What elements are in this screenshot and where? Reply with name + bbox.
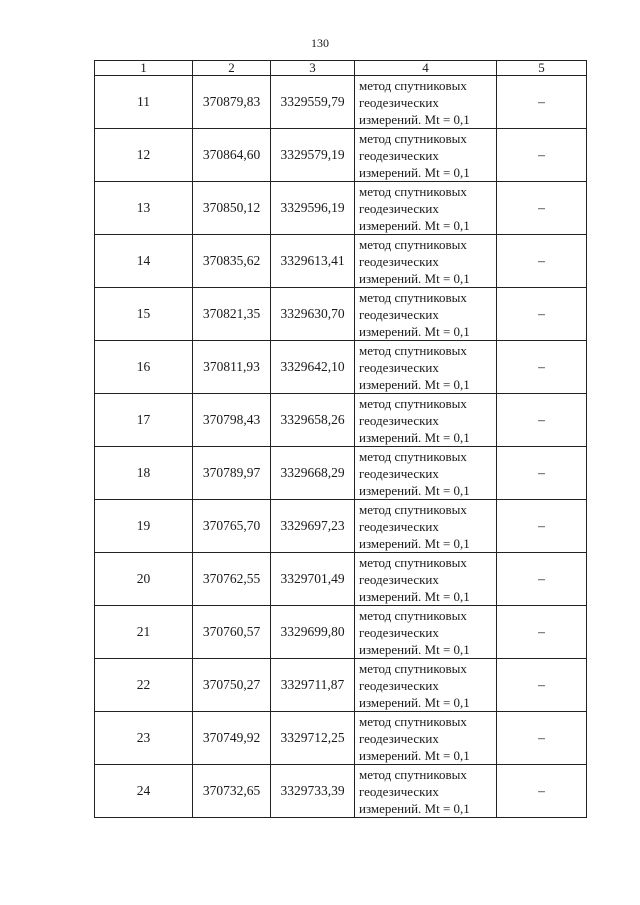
point-number-cell: 23 <box>95 712 193 765</box>
method-line: метод спутниковых <box>359 342 467 358</box>
table-row <box>95 659 587 712</box>
method-cell <box>355 447 497 500</box>
table-header-row <box>95 61 587 76</box>
method-line: измерений. Mt = 0,1 <box>359 747 470 763</box>
y-coordinate-cell: 3329733,39 <box>271 765 355 818</box>
table-row <box>95 606 587 659</box>
method-cell <box>355 341 497 394</box>
method-line: геодезических <box>359 200 439 216</box>
y-coordinate-cell: 3329701,49 <box>271 553 355 606</box>
note-cell: – <box>497 447 587 500</box>
point-number-cell: 15 <box>95 288 193 341</box>
point-number-cell: 21 <box>95 606 193 659</box>
method-line: геодезических <box>359 412 439 428</box>
method-cell <box>355 182 497 235</box>
method-line: измерений. Mt = 0,1 <box>359 429 470 445</box>
y-coordinate-cell: 3329596,19 <box>271 182 355 235</box>
note-cell: – <box>497 288 587 341</box>
note-cell: – <box>497 341 587 394</box>
column-header-y: 3 <box>271 61 355 76</box>
y-coordinate-cell: 3329668,29 <box>271 447 355 500</box>
method-line: метод спутниковых <box>359 236 467 252</box>
note-cell: – <box>497 500 587 553</box>
table-row <box>95 129 587 182</box>
table-row <box>95 288 587 341</box>
point-number-cell: 13 <box>95 182 193 235</box>
x-coordinate-cell: 370750,27 <box>193 659 271 712</box>
method-line: метод спутниковых <box>359 289 467 305</box>
table-row <box>95 182 587 235</box>
method-line: метод спутниковых <box>359 713 467 729</box>
x-coordinate-cell: 370811,93 <box>193 341 271 394</box>
method-line: измерений. Mt = 0,1 <box>359 164 470 180</box>
method-line: измерений. Mt = 0,1 <box>359 694 470 710</box>
method-line: геодезических <box>359 730 439 746</box>
method-line: измерений. Mt = 0,1 <box>359 323 470 339</box>
method-line: измерений. Mt = 0,1 <box>359 588 470 604</box>
y-coordinate-cell: 3329699,80 <box>271 606 355 659</box>
method-line: геодезических <box>359 783 439 799</box>
point-number-cell: 17 <box>95 394 193 447</box>
method-line: геодезических <box>359 465 439 481</box>
table-row <box>95 394 587 447</box>
x-coordinate-cell: 370789,97 <box>193 447 271 500</box>
point-number-cell: 20 <box>95 553 193 606</box>
point-number-cell: 14 <box>95 235 193 288</box>
table-row <box>95 235 587 288</box>
coordinates-table <box>94 60 587 818</box>
note-cell: – <box>497 553 587 606</box>
method-line: геодезических <box>359 94 439 110</box>
method-line: метод спутниковых <box>359 130 467 146</box>
method-line: метод спутниковых <box>359 660 467 676</box>
table-row <box>95 765 587 818</box>
table-row <box>95 500 587 553</box>
method-line: метод спутниковых <box>359 501 467 517</box>
y-coordinate-cell: 3329613,41 <box>271 235 355 288</box>
method-line: геодезических <box>359 147 439 163</box>
method-line: измерений. Mt = 0,1 <box>359 482 470 498</box>
method-line: измерений. Mt = 0,1 <box>359 111 470 127</box>
point-number-cell: 12 <box>95 129 193 182</box>
x-coordinate-cell: 370879,83 <box>193 76 271 129</box>
method-cell <box>355 288 497 341</box>
method-cell <box>355 235 497 288</box>
method-line: метод спутниковых <box>359 554 467 570</box>
column-header-number: 1 <box>95 61 193 76</box>
point-number-cell: 11 <box>95 76 193 129</box>
x-coordinate-cell: 370835,62 <box>193 235 271 288</box>
method-line: геодезических <box>359 518 439 534</box>
y-coordinate-cell: 3329579,19 <box>271 129 355 182</box>
note-cell: – <box>497 182 587 235</box>
x-coordinate-cell: 370821,35 <box>193 288 271 341</box>
y-coordinate-cell: 3329559,79 <box>271 76 355 129</box>
method-line: измерений. Mt = 0,1 <box>359 376 470 392</box>
method-line: метод спутниковых <box>359 766 467 782</box>
method-line: геодезических <box>359 571 439 587</box>
column-header-note: 5 <box>497 61 587 76</box>
method-cell <box>355 500 497 553</box>
point-number-cell: 24 <box>95 765 193 818</box>
x-coordinate-cell: 370732,65 <box>193 765 271 818</box>
column-header-method: 4 <box>355 61 497 76</box>
y-coordinate-cell: 3329711,87 <box>271 659 355 712</box>
y-coordinate-cell: 3329697,23 <box>271 500 355 553</box>
method-line: геодезических <box>359 677 439 693</box>
method-cell <box>355 606 497 659</box>
x-coordinate-cell: 370762,55 <box>193 553 271 606</box>
point-number-cell: 22 <box>95 659 193 712</box>
method-cell <box>355 659 497 712</box>
y-coordinate-cell: 3329712,25 <box>271 712 355 765</box>
table-row <box>95 341 587 394</box>
method-line: измерений. Mt = 0,1 <box>359 270 470 286</box>
x-coordinate-cell: 370749,92 <box>193 712 271 765</box>
method-line: измерений. Mt = 0,1 <box>359 217 470 233</box>
method-line: геодезических <box>359 359 439 375</box>
point-number-cell: 16 <box>95 341 193 394</box>
method-line: измерений. Mt = 0,1 <box>359 641 470 657</box>
method-cell <box>355 129 497 182</box>
method-line: геодезических <box>359 253 439 269</box>
note-cell: – <box>497 765 587 818</box>
method-line: метод спутниковых <box>359 395 467 411</box>
method-cell <box>355 76 497 129</box>
note-cell: – <box>497 659 587 712</box>
x-coordinate-cell: 370760,57 <box>193 606 271 659</box>
method-line: геодезических <box>359 306 439 322</box>
y-coordinate-cell: 3329630,70 <box>271 288 355 341</box>
table-row <box>95 447 587 500</box>
method-line: измерений. Mt = 0,1 <box>359 535 470 551</box>
table-row <box>95 712 587 765</box>
note-cell: – <box>497 235 587 288</box>
method-line: метод спутниковых <box>359 607 467 623</box>
column-header-x: 2 <box>193 61 271 76</box>
note-cell: – <box>497 76 587 129</box>
y-coordinate-cell: 3329642,10 <box>271 341 355 394</box>
note-cell: – <box>497 129 587 182</box>
method-line: измерений. Mt = 0,1 <box>359 800 470 816</box>
method-line: метод спутниковых <box>359 183 467 199</box>
y-coordinate-cell: 3329658,26 <box>271 394 355 447</box>
x-coordinate-cell: 370850,12 <box>193 182 271 235</box>
point-number-cell: 19 <box>95 500 193 553</box>
method-cell <box>355 712 497 765</box>
method-cell <box>355 394 497 447</box>
method-cell <box>355 765 497 818</box>
table-row <box>95 76 587 129</box>
page-number: 130 <box>311 36 329 50</box>
method-cell <box>355 553 497 606</box>
note-cell: – <box>497 712 587 765</box>
method-line: геодезических <box>359 624 439 640</box>
x-coordinate-cell: 370864,60 <box>193 129 271 182</box>
note-cell: – <box>497 606 587 659</box>
method-line: метод спутниковых <box>359 77 467 93</box>
x-coordinate-cell: 370765,70 <box>193 500 271 553</box>
x-coordinate-cell: 370798,43 <box>193 394 271 447</box>
note-cell: – <box>497 394 587 447</box>
table-row <box>95 553 587 606</box>
point-number-cell: 18 <box>95 447 193 500</box>
method-line: метод спутниковых <box>359 448 467 464</box>
